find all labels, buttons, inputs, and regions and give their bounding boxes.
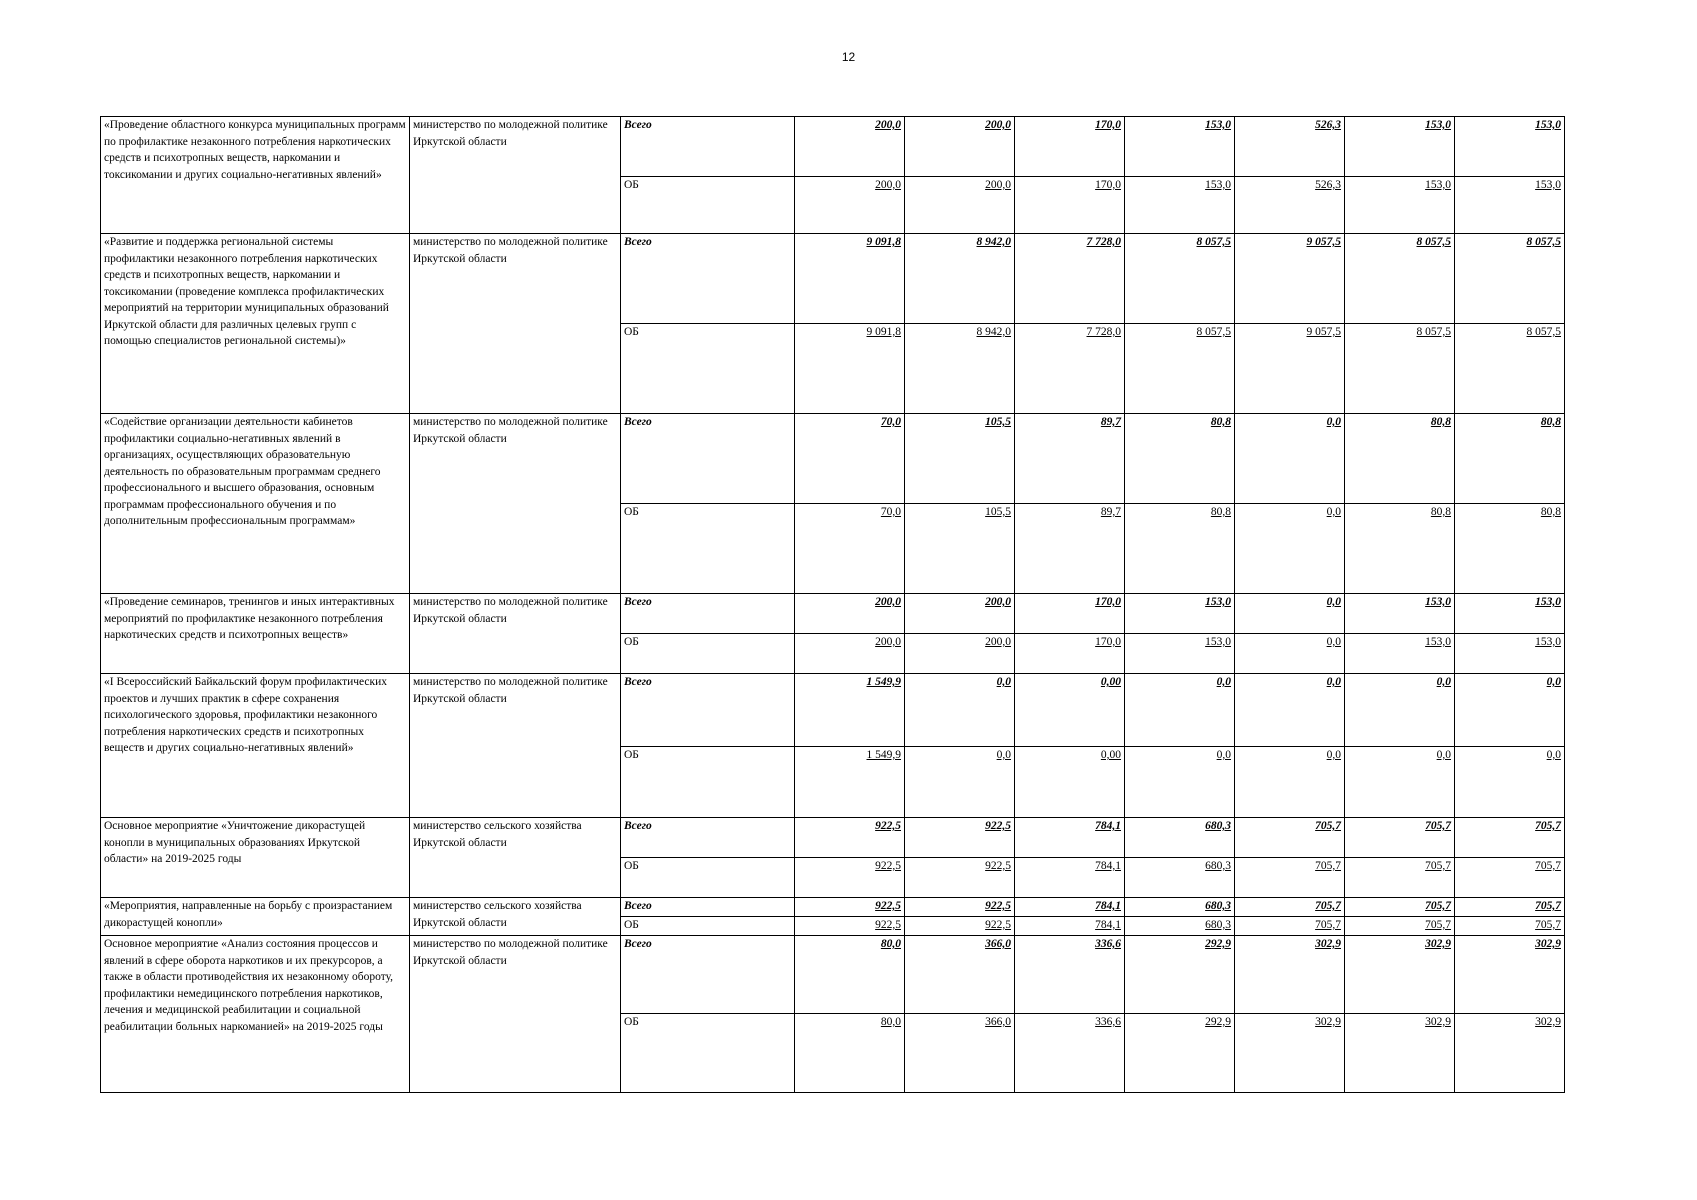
total-value-cell: 0,0 [1125,674,1235,747]
table-body [101,117,1565,1093]
ob-value-cell: 784,1 [1015,858,1125,898]
ob-value-cell: 153,0 [1455,177,1565,234]
executor-name: министерство по молодежной политике Иркутской области [410,594,621,674]
ob-value-cell: 0,0 [1235,634,1345,674]
ob-value-cell: 170,0 [1015,634,1125,674]
total-value-cell: 105,5 [905,414,1015,504]
ob-value-cell: 302,9 [1345,1014,1455,1093]
funding-type-ob: ОБ [621,858,795,898]
ob-value-cell: 8 057,5 [1125,324,1235,414]
table-row [101,936,1565,1014]
ob-value-cell: 526,3 [1235,177,1345,234]
ob-value-cell: 922,5 [795,858,905,898]
total-value-cell: 705,7 [1455,898,1565,917]
ob-value-cell: 0,0 [1345,747,1455,818]
funding-type-ob: ОБ [621,324,795,414]
ob-value-cell: 9 057,5 [1235,324,1345,414]
funding-type-ob: ОБ [621,634,795,674]
total-value-cell: 1 549,9 [795,674,905,747]
ob-value-cell: 8 057,5 [1345,324,1455,414]
ob-value-cell: 200,0 [795,177,905,234]
event-name: «Мероприятия, направленные на борьбу с произрастанием дикорастущей конопли» [101,898,410,936]
executor-name: министерство по молодежной политике Иркутской области [410,117,621,234]
ob-value-cell: 366,0 [905,1014,1015,1093]
table-row [101,117,1565,177]
total-value-cell: 784,1 [1015,898,1125,917]
total-value-cell: 680,3 [1125,818,1235,858]
ob-value-cell: 80,8 [1125,504,1235,594]
total-value-cell: 922,5 [795,818,905,858]
total-value-cell: 8 942,0 [905,234,1015,324]
total-value-cell: 0,0 [1455,674,1565,747]
ob-value-cell: 292,9 [1125,1014,1235,1093]
executor-name: министерство по молодежной политике Иркутской области [410,674,621,818]
total-value-cell: 70,0 [795,414,905,504]
funding-type-total: Всего [621,674,795,747]
table-row [101,674,1565,747]
ob-value-cell: 705,7 [1455,858,1565,898]
ob-value-cell: 922,5 [795,917,905,936]
total-value-cell: 302,9 [1345,936,1455,1014]
total-value-cell: 153,0 [1345,117,1455,177]
event-name: «Проведение областного конкурса муниципальных программ по профилактике незаконного потребления наркотических средств и психотропных веществ, наркомании и токсикомании и других социально-негативных явлений» [101,117,410,234]
ob-value-cell: 705,7 [1235,858,1345,898]
ob-value-cell: 1 549,9 [795,747,905,818]
total-value-cell: 0,0 [1345,674,1455,747]
total-value-cell: 200,0 [905,594,1015,634]
executor-name: министерство по молодежной политике Иркутской области [410,234,621,414]
ob-value-cell: 7 728,0 [1015,324,1125,414]
ob-value-cell: 705,7 [1345,858,1455,898]
total-value-cell: 170,0 [1015,117,1125,177]
ob-value-cell: 0,0 [1235,504,1345,594]
ob-value-cell: 200,0 [905,177,1015,234]
ob-value-cell: 153,0 [1125,177,1235,234]
funding-type-ob: ОБ [621,177,795,234]
total-value-cell: 705,7 [1235,818,1345,858]
total-value-cell: 200,0 [795,117,905,177]
total-value-cell: 153,0 [1455,594,1565,634]
ob-value-cell: 89,7 [1015,504,1125,594]
ob-value-cell: 0,0 [1455,747,1565,818]
ob-value-cell: 336,6 [1015,1014,1125,1093]
ob-value-cell: 680,3 [1125,858,1235,898]
funding-type-total: Всего [621,414,795,504]
ob-value-cell: 8 942,0 [905,324,1015,414]
ob-value-cell: 302,9 [1235,1014,1345,1093]
total-value-cell: 80,8 [1125,414,1235,504]
total-value-cell: 200,0 [905,117,1015,177]
table-row [101,414,1565,504]
total-value-cell: 680,3 [1125,898,1235,917]
ob-value-cell: 80,0 [795,1014,905,1093]
funding-type-total: Всего [621,818,795,858]
total-value-cell: 153,0 [1345,594,1455,634]
funding-type-ob: ОБ [621,747,795,818]
ob-value-cell: 9 091,8 [795,324,905,414]
ob-value-cell: 153,0 [1345,634,1455,674]
total-value-cell: 302,9 [1455,936,1565,1014]
funding-type-total: Всего [621,936,795,1014]
total-value-cell: 705,7 [1345,818,1455,858]
event-name: «Развитие и поддержка региональной системы профилактики незаконного потребления наркотических средств и психотропных веществ, наркомании и токсикомании (проведение комплекса профилактических мероприятий на территории муниципальных образований Иркутской области для различных целевых групп с помощью специалистов региональной системы)» [101,234,410,414]
table-row [101,898,1565,917]
budget-table [100,116,1565,1093]
table-row [101,234,1565,324]
total-value-cell: 9 091,8 [795,234,905,324]
ob-value-cell: 200,0 [905,634,1015,674]
total-value-cell: 8 057,5 [1125,234,1235,324]
funding-type-ob: ОБ [621,504,795,594]
total-value-cell: 153,0 [1125,594,1235,634]
total-value-cell: 9 057,5 [1235,234,1345,324]
ob-value-cell: 0,0 [1125,747,1235,818]
total-value-cell: 80,0 [795,936,905,1014]
ob-value-cell: 922,5 [905,917,1015,936]
total-value-cell: 366,0 [905,936,1015,1014]
total-value-cell: 153,0 [1125,117,1235,177]
ob-value-cell: 705,7 [1345,917,1455,936]
total-value-cell: 336,6 [1015,936,1125,1014]
ob-value-cell: 80,8 [1455,504,1565,594]
total-value-cell: 153,0 [1455,117,1565,177]
total-value-cell: 292,9 [1125,936,1235,1014]
ob-value-cell: 80,8 [1345,504,1455,594]
funding-type-ob: ОБ [621,1014,795,1093]
total-value-cell: 705,7 [1345,898,1455,917]
ob-value-cell: 153,0 [1345,177,1455,234]
ob-value-cell: 0,00 [1015,747,1125,818]
ob-value-cell: 153,0 [1455,634,1565,674]
event-name: Основное мероприятие «Анализ состояния процессов и явлений в сфере оборота наркотиков и их прекурсоров, а также в области противодействия их незаконному обороту, профилактики немедицинского потребления наркотиков, лечения и медицинской реабилитации и социальной реабилитации больных наркоманией» на 2019-2025 годы [101,936,410,1093]
funding-type-total: Всего [621,594,795,634]
total-value-cell: 0,00 [1015,674,1125,747]
total-value-cell: 89,7 [1015,414,1125,504]
total-value-cell: 200,0 [795,594,905,634]
total-value-cell: 705,7 [1455,818,1565,858]
total-value-cell: 80,8 [1345,414,1455,504]
ob-value-cell: 70,0 [795,504,905,594]
total-value-cell: 8 057,5 [1455,234,1565,324]
page-number: 12 [841,50,856,64]
executor-name: министерство по молодежной политике Иркутской области [410,936,621,1093]
ob-value-cell: 705,7 [1455,917,1565,936]
total-value-cell: 922,5 [905,898,1015,917]
funding-type-total: Всего [621,898,795,917]
table-row [101,818,1565,858]
ob-value-cell: 922,5 [905,858,1015,898]
total-value-cell: 705,7 [1235,898,1345,917]
executor-name: министерство сельского хозяйства Иркутской области [410,898,621,936]
event-name: Основное мероприятие «Уничтожение дикорастущей конопли в муниципальных образованиях Иркутской области» на 2019-2025 годы [101,818,410,898]
ob-value-cell: 705,7 [1235,917,1345,936]
total-value-cell: 0,0 [1235,674,1345,747]
funding-type-total: Всего [621,234,795,324]
event-name: «Содействие организации деятельности кабинетов профилактики социально-негативных явлений в организациях, осуществляющих образовательную деятельность по образовательным программам среднего профессионального и высшего образования, основным программам профессионального обучения и по дополнительным профессиональным программам» [101,414,410,594]
total-value-cell: 922,5 [905,818,1015,858]
funding-type-total: Всего [621,117,795,177]
table-row [101,594,1565,634]
ob-value-cell: 153,0 [1125,634,1235,674]
total-value-cell: 784,1 [1015,818,1125,858]
ob-value-cell: 200,0 [795,634,905,674]
total-value-cell: 7 728,0 [1015,234,1125,324]
ob-value-cell: 0,0 [1235,747,1345,818]
ob-value-cell: 170,0 [1015,177,1125,234]
total-value-cell: 8 057,5 [1345,234,1455,324]
total-value-cell: 922,5 [795,898,905,917]
ob-value-cell: 302,9 [1455,1014,1565,1093]
total-value-cell: 0,0 [1235,414,1345,504]
ob-value-cell: 0,0 [905,747,1015,818]
total-value-cell: 80,8 [1455,414,1565,504]
event-name: «I Всероссийский Байкальский форум профилактических проектов и лучших практик в сфере сохранения психологического здоровья, профилактики незаконного потребления наркотических средств и психотропных веществ и других социально-негативных явлений» [101,674,410,818]
total-value-cell: 526,3 [1235,117,1345,177]
event-name: «Проведение семинаров, тренингов и иных интерактивных мероприятий по профилактике незаконного потребления наркотических средств и психотропных веществ» [101,594,410,674]
ob-value-cell: 8 057,5 [1455,324,1565,414]
executor-name: министерство сельского хозяйства Иркутской области [410,818,621,898]
ob-value-cell: 680,3 [1125,917,1235,936]
executor-name: министерство по молодежной политике Иркутской области [410,414,621,594]
total-value-cell: 0,0 [905,674,1015,747]
total-value-cell: 302,9 [1235,936,1345,1014]
funding-type-ob: ОБ [621,917,795,936]
ob-value-cell: 784,1 [1015,917,1125,936]
total-value-cell: 0,0 [1235,594,1345,634]
ob-value-cell: 105,5 [905,504,1015,594]
total-value-cell: 170,0 [1015,594,1125,634]
